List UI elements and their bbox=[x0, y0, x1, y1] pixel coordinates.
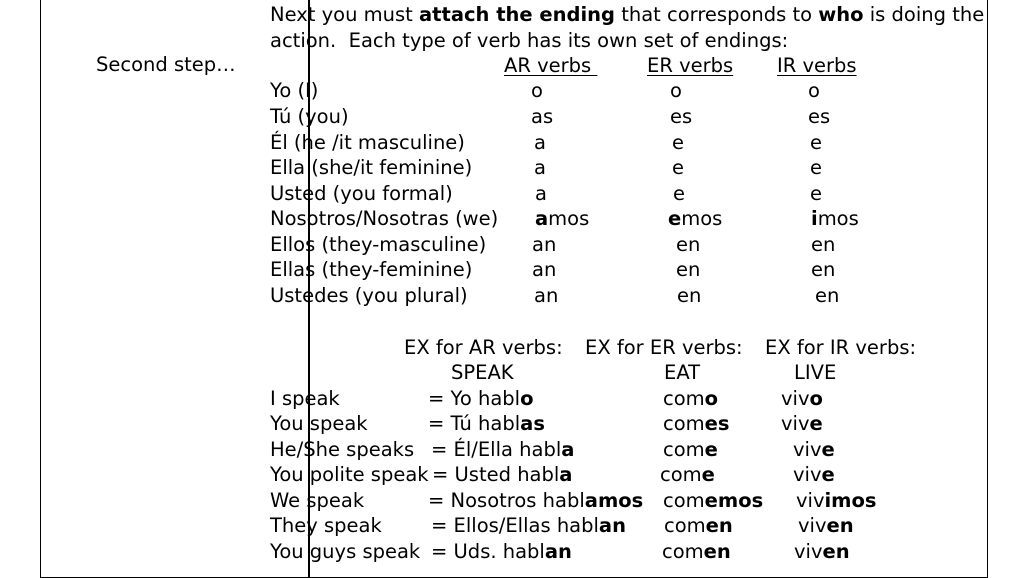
ending-er: emos bbox=[668, 207, 723, 230]
example-header-ir: EX for IR verbs: bbox=[765, 336, 917, 359]
example-english: We speak bbox=[270, 489, 365, 512]
ending-ir: imos bbox=[811, 207, 859, 230]
header-er-verbs: ER verbs bbox=[647, 54, 734, 77]
ending-ir: en bbox=[811, 233, 836, 256]
example-english: I speak bbox=[270, 387, 340, 410]
ending-ar: o bbox=[531, 79, 543, 102]
example-ar-conjugation: = Usted habla bbox=[432, 463, 573, 486]
example-ir-conjugation: viven bbox=[794, 540, 850, 563]
ending-ar: amos bbox=[535, 207, 590, 230]
ending-er: en bbox=[677, 284, 702, 307]
pronoun-label: Ellas (they-feminine) bbox=[270, 258, 473, 281]
example-ir-conjugation: vive bbox=[793, 438, 835, 461]
ending-ar: an bbox=[534, 284, 559, 307]
intro-line-2: action. Each type of verb has its own set of endings: bbox=[270, 29, 789, 52]
pronoun-label: Ellos (they-masculine) bbox=[270, 233, 487, 256]
example-english: You guys speak bbox=[270, 540, 421, 563]
pronoun-label: Ustedes (you plural) bbox=[270, 284, 468, 307]
verb-eat: EAT bbox=[664, 361, 701, 384]
ending-er: e bbox=[672, 131, 684, 154]
example-ir-conjugation: vive bbox=[793, 463, 835, 486]
ending-ir: e bbox=[810, 131, 822, 154]
example-er-conjugation: come bbox=[660, 463, 715, 486]
ending-ir: en bbox=[815, 284, 840, 307]
ending-ir: en bbox=[811, 258, 836, 281]
intro-line-1: Next you must attach the ending that corresponds to who is doing the bbox=[270, 3, 985, 26]
example-ar-conjugation: = Tú hablas bbox=[428, 412, 545, 435]
ending-er: o bbox=[670, 79, 682, 102]
example-ar-conjugation: = Uds. hablan bbox=[431, 540, 572, 563]
example-ar-conjugation: = Él/Ella habla bbox=[431, 438, 575, 461]
ending-ar: an bbox=[532, 258, 557, 281]
ending-ir: es bbox=[808, 105, 831, 128]
example-er-conjugation: comen bbox=[662, 540, 731, 563]
ending-ar: an bbox=[532, 233, 557, 256]
ending-er: en bbox=[676, 258, 701, 281]
verb-speak: SPEAK bbox=[451, 361, 514, 384]
verb-live: LIVE bbox=[794, 361, 837, 384]
example-ar-conjugation: = Nosotros hablamos bbox=[428, 489, 644, 512]
example-er-conjugation: comes bbox=[663, 412, 730, 435]
ending-ar: a bbox=[534, 156, 546, 179]
example-english: You polite speak bbox=[270, 463, 429, 486]
pronoun-label: Tú (you) bbox=[270, 105, 349, 128]
ending-er: e bbox=[672, 156, 684, 179]
pronoun-label: Usted (you formal) bbox=[270, 182, 453, 205]
left-cell-label: Second step… bbox=[96, 53, 236, 76]
example-er-conjugation: comen bbox=[664, 514, 733, 537]
pronoun-label: Él (he /it masculine) bbox=[270, 131, 465, 154]
ending-ir: o bbox=[808, 79, 820, 102]
pronoun-label: Nosotros/Nosotras (we) bbox=[270, 207, 499, 230]
example-er-conjugation: comemos bbox=[663, 489, 764, 512]
example-ar-conjugation: = Ellos/Ellas hablan bbox=[431, 514, 626, 537]
ending-ar: as bbox=[531, 105, 554, 128]
example-ir-conjugation: viven bbox=[798, 514, 854, 537]
pronoun-label: Ella (she/it feminine) bbox=[270, 156, 473, 179]
ending-ir: e bbox=[810, 182, 822, 205]
example-ir-conjugation: vivo bbox=[781, 387, 823, 410]
ending-er: es bbox=[670, 105, 693, 128]
example-ir-conjugation: vive bbox=[781, 412, 823, 435]
example-header-er: EX for ER verbs: bbox=[585, 336, 743, 359]
ending-er: e bbox=[673, 182, 685, 205]
example-ir-conjugation: vivimos bbox=[796, 489, 877, 512]
example-header-ar: EX for AR verbs: bbox=[404, 336, 563, 359]
example-english: They speak bbox=[270, 514, 382, 537]
example-english: He/She speaks bbox=[270, 438, 415, 461]
ending-ar: a bbox=[535, 182, 547, 205]
pronoun-label: Yo (I) bbox=[270, 79, 319, 102]
header-ar-verbs: AR verbs bbox=[504, 54, 598, 77]
ending-er: en bbox=[676, 233, 701, 256]
example-ar-conjugation: = Yo hablo bbox=[428, 387, 534, 410]
ending-ar: a bbox=[534, 131, 546, 154]
example-er-conjugation: como bbox=[663, 387, 719, 410]
ending-ir: e bbox=[810, 156, 822, 179]
example-english: You speak bbox=[270, 412, 368, 435]
example-er-conjugation: come bbox=[663, 438, 718, 461]
header-ir-verbs: IR verbs bbox=[777, 54, 857, 77]
